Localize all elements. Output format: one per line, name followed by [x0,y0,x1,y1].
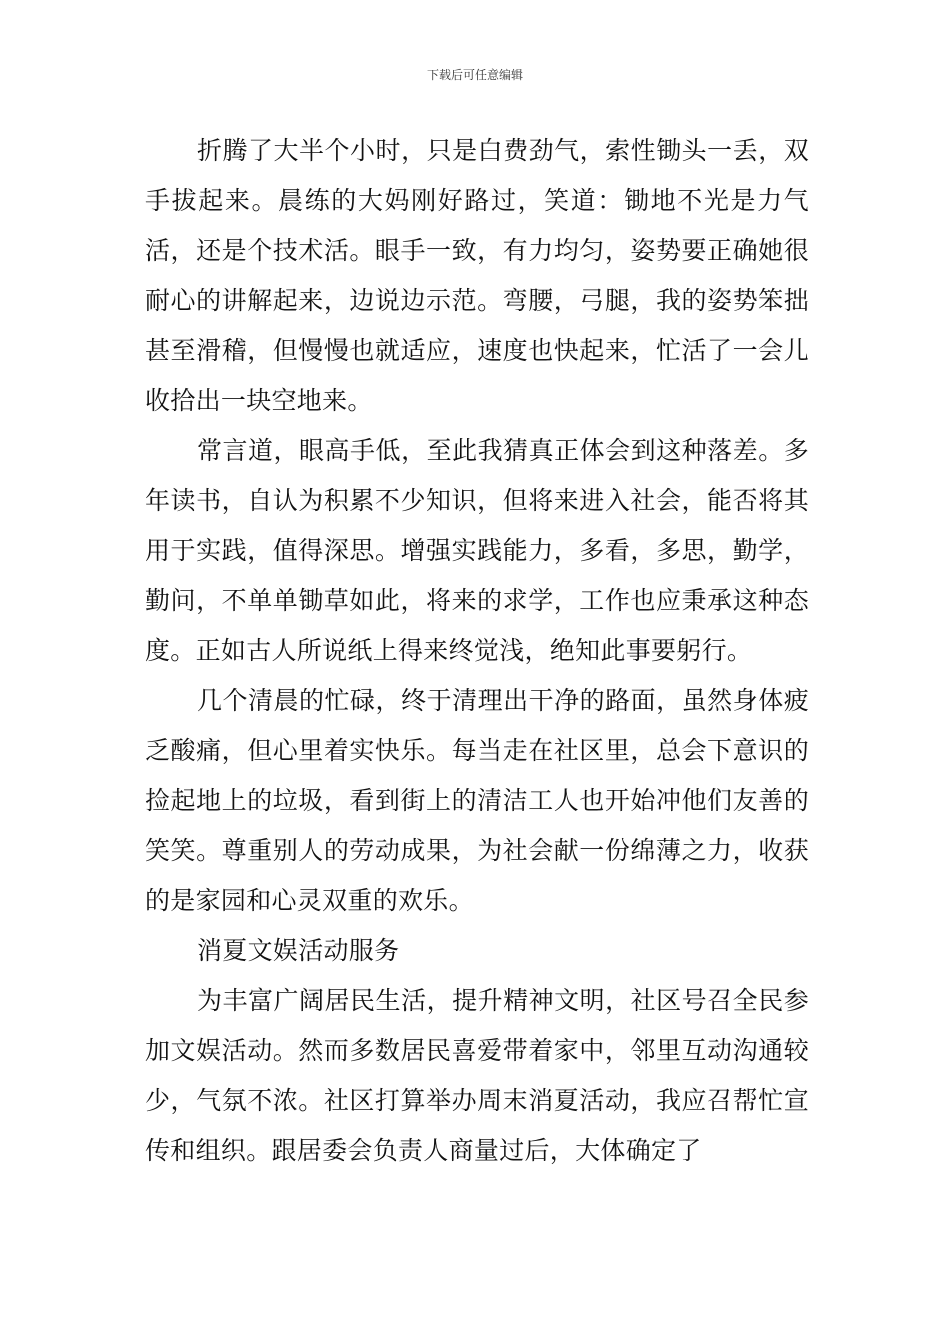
document-body [145,126,809,1176]
paragraph: 几个清晨的忙碌，终于清理出干净的路面，虽然身体疲乏酸痛，但心里着实快乐。每当走在社区里，总会下意识的捡起地上的垃圾，看到街上的清洁工人也开始冲他们友善的笑笑。尊重别人的劳动成果，为社会献一份绵薄之力，收获的是家园和心灵双重的欢乐。 [145,686,809,915]
section-heading: 消夏文娱活动服务 [197,936,400,965]
paragraph: 为丰富广阔居民生活，提升精神文明，社区号召全民参加文娱活动。然而多数居民喜爱带着家中，邻里互动沟通较少，气氛不浓。社区打算举办周末消夏活动，我应召帮忙宣传和组织。跟居委会负责人商量过后，大体确定了 [145,986,809,1165]
paragraph: 常言道，眼高手低，至此我猜真正体会到这种落差。多年读书，自认为积累不少知识，但将来进入社会，能否将其用于实践，值得深思。增强实践能力，多看，多思，勤学，勤问，不单单锄草如此，将来的求学，工作也应秉承这种态度。正如古人所说纸上得来终觉浅，绝知此事要躬行。 [145,436,809,665]
paragraph: 折腾了大半个小时，只是白费劲气，索性锄头一丢，双手拔起来。晨练的大妈刚好路过，笑道：锄地不光是力气活，还是个技术活。眼手一致，有力均匀，姿势要正确她很耐心的讲解起来，边说边示范。弯腰，弓腿，我的姿势笨拙甚至滑稽，但慢慢也就适应，速度也快起来，忙活了一会儿收拾出一块空地来。 [145,136,809,415]
page-header: 下载后可任意编辑 [426,68,523,82]
